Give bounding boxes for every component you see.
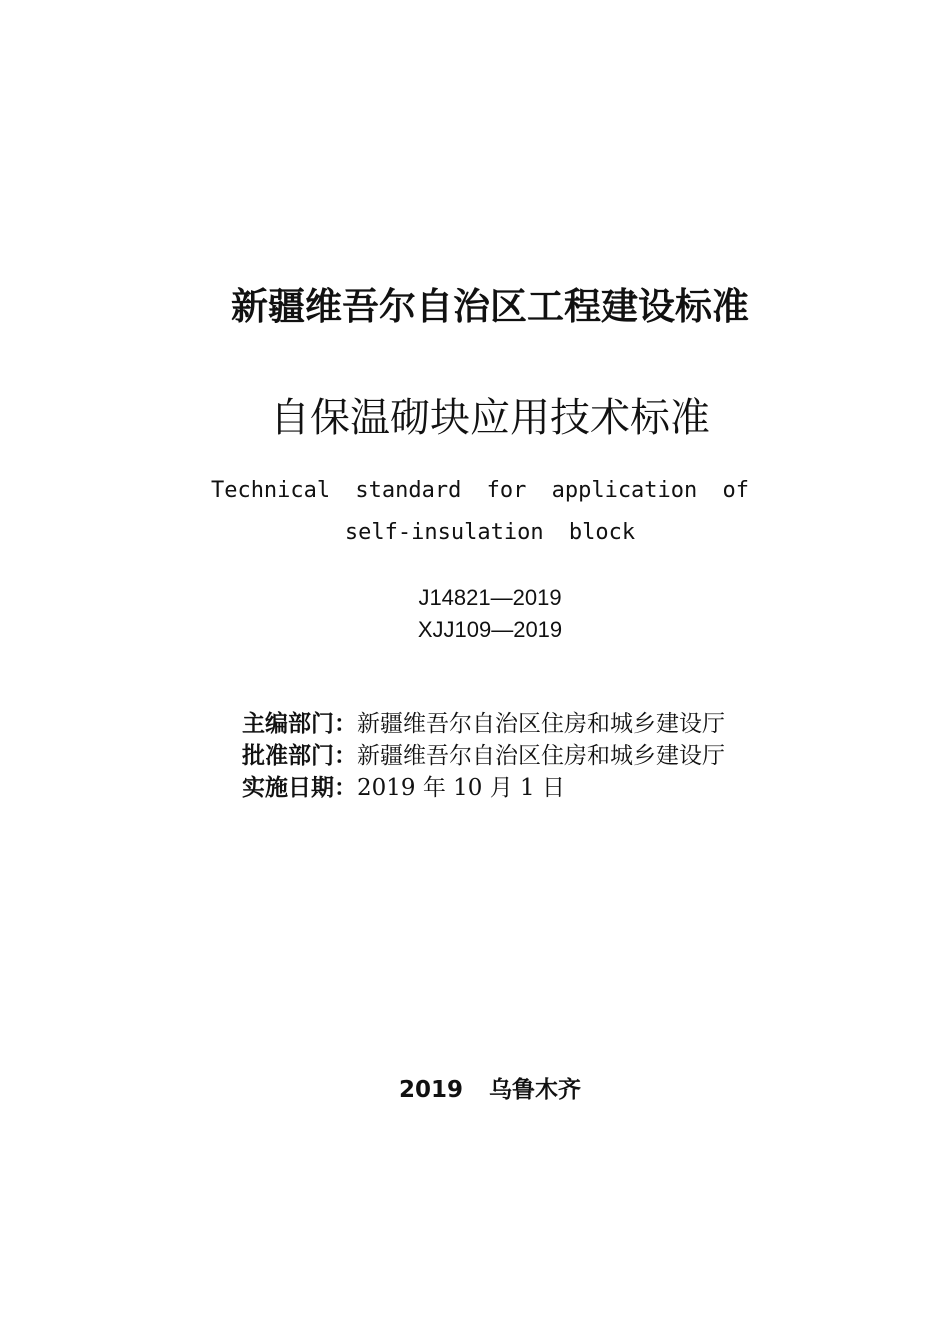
standard-code-xjj: XJJ109—2019 — [417, 617, 563, 642]
editor-label: 主编部门： — [242, 710, 357, 737]
editor-row — [242, 705, 725, 738]
approver-value: 新疆维吾尔自治区住房和城乡建设厅 — [357, 743, 725, 769]
date-label: 实施日期： — [242, 774, 357, 801]
standard-code-j: J14821—2019 — [418, 585, 562, 610]
english-title-line1: Technical standard for application of — [210, 478, 750, 503]
footer-city: 乌鲁木齐 — [489, 1077, 581, 1103]
editor-value: 新疆维吾尔自治区住房和城乡建设厅 — [357, 711, 725, 737]
footer-year: 2019 — [398, 1077, 463, 1103]
publication-footer — [15, 1071, 950, 1104]
approver-row — [242, 737, 725, 770]
date-row — [242, 769, 565, 802]
english-title-line2: self-insulation block — [344, 520, 636, 545]
series-title: 新疆维吾尔自治区工程建设标准 — [231, 285, 749, 328]
date-value: 2019 年 10 月 1 日 — [357, 775, 565, 801]
approver-label: 批准部门： — [242, 742, 357, 769]
main-title: 自保温砌块应用技术标准 — [270, 395, 710, 441]
